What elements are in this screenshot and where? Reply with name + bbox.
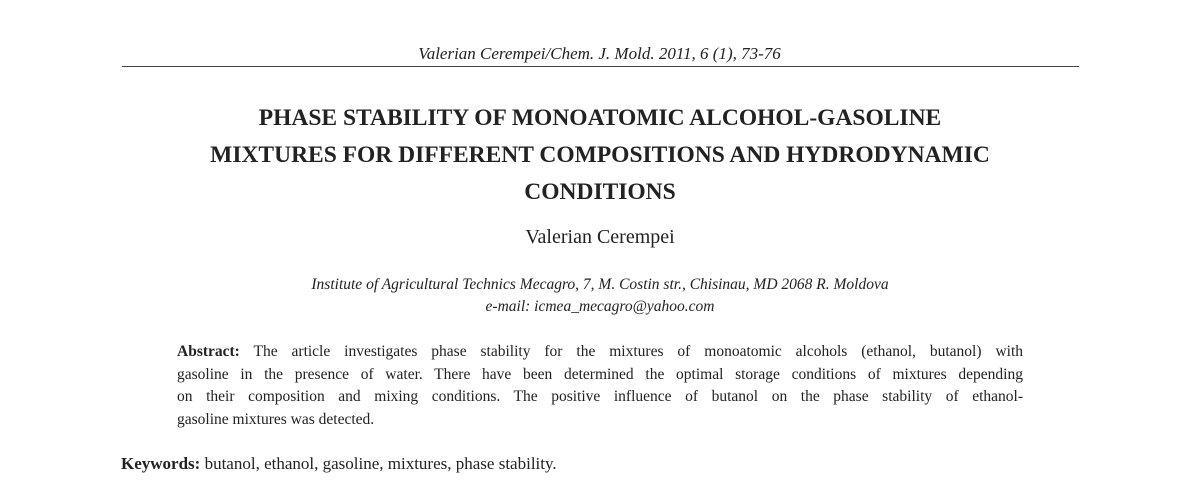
keywords-text: butanol, ethanol, gasoline, mixtures, phase stability.	[200, 454, 557, 473]
author-email: e-mail: icmea_mecagro@yahoo.com	[485, 298, 715, 315]
abstract-line-3: on their composition and mixing conditions. The positive influence of butanol on the phase stability of ethanol-	[177, 388, 1023, 405]
author-name: Valerian Cerempei	[525, 226, 675, 248]
title-line-2: MIXTURES FOR DIFFERENT COMPOSITIONS AND HYDRODYNAMIC	[210, 142, 990, 168]
paper-title	[100, 100, 1100, 211]
affiliation-address: Institute of Agricultural Technics Mecagro, 7, M. Costin str., Chisinau, MD 2068 R. Moldova	[311, 276, 889, 293]
keywords	[121, 454, 1081, 474]
abstract-text-1: The article investigates phase stability for the mixtures of monoatomic alcohols (ethanol, butanol) with	[239, 343, 1023, 360]
abstract-line-4: gasoline mixtures was detected.	[177, 410, 375, 428]
title-line-1: PHASE STABILITY OF MONOATOMIC ALCOHOL-GASOLINE	[258, 105, 942, 131]
abstract	[177, 341, 1023, 431]
keywords-label: Keywords:	[121, 454, 201, 473]
abstract-label: Abstract:	[177, 343, 240, 360]
header-rule	[122, 66, 1079, 67]
affiliation-block	[0, 274, 1200, 318]
title-line-3: CONDITIONS	[524, 179, 676, 205]
running-header: Valerian Cerempei/Chem. J. Mold. 2011, 6 (1), 73-76	[418, 44, 781, 63]
abstract-line-1	[177, 341, 1023, 364]
abstract-line-2: gasoline in the presence of water. There have been determined the optimal storage conditions of mixtures depending	[177, 365, 1023, 383]
